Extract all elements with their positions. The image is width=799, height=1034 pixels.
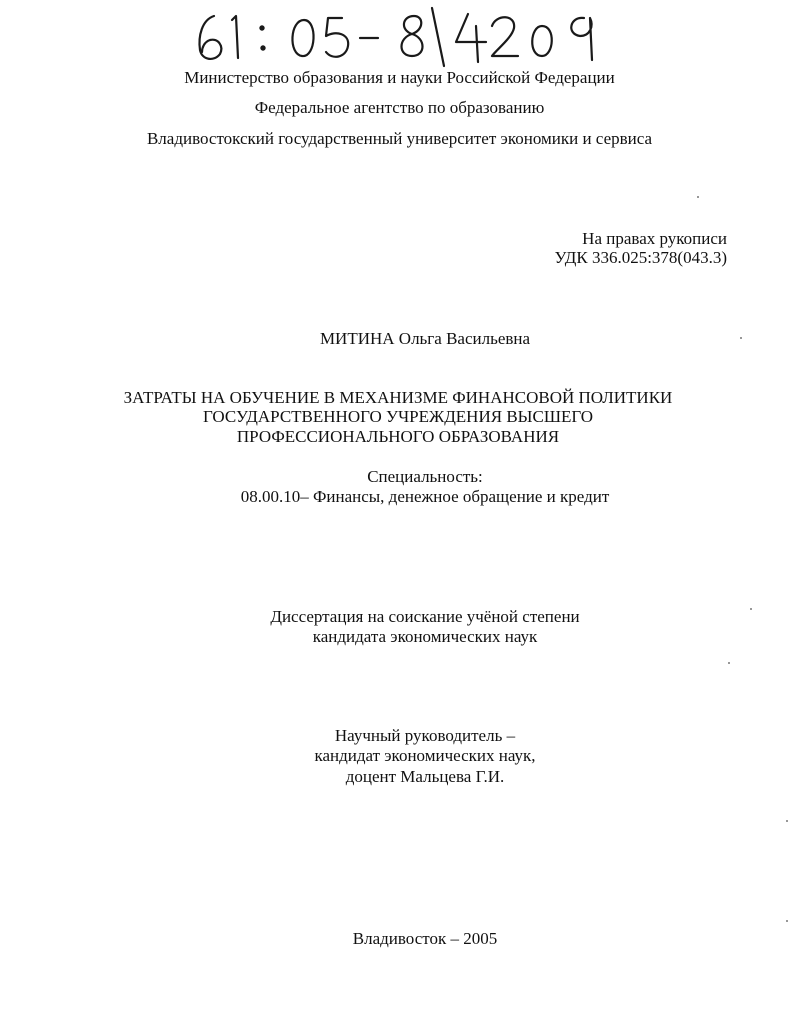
scan-speck xyxy=(750,608,752,610)
scan-speck xyxy=(697,196,699,198)
scan-speck xyxy=(740,337,742,339)
dissertation-title-line-1: ЗАТРАТЫ НА ОБУЧЕНИЕ В МЕХАНИЗМЕ ФИНАНСОВОЙ ПОЛИТИКИ xyxy=(123,388,673,407)
handwritten-archive-code xyxy=(192,6,622,70)
specialty-value: 08.00.10– Финансы, денежное обращение и кредит xyxy=(240,487,610,506)
scan-speck xyxy=(786,820,788,822)
supervisor-line-2: кандидат экономических наук, xyxy=(314,746,536,765)
dissertation-title-line-3: ПРОФЕССИОНАЛЬНОГО ОБРАЗОВАНИЯ xyxy=(236,427,560,446)
supervisor-line-3: доцент Мальцева Г.И. xyxy=(345,767,505,786)
agency-name: Федеральное агентство по образованию xyxy=(254,98,545,117)
specialty-label: Специальность: xyxy=(367,467,483,486)
degree-line-1: Диссертация на соискание учёной степени xyxy=(270,607,580,626)
ministry-name: Министерство образования и науки Российской Федерации xyxy=(184,68,615,87)
author-name: МИТИНА Ольга Васильевна xyxy=(319,329,531,348)
handwritten-code-drawing xyxy=(192,6,622,70)
udk-code: УДК 336.025:378(043.3) xyxy=(554,248,727,267)
scan-speck xyxy=(786,920,788,922)
scan-speck xyxy=(728,662,730,664)
university-name: Владивостокский государственный университет экономики и сервиса xyxy=(146,129,653,148)
supervisor-line-1: Научный руководитель – xyxy=(334,726,516,745)
dissertation-title-line-2: ГОСУДАРСТВЕННОГО УЧРЕЖДЕНИЯ ВЫСШЕГО xyxy=(202,407,594,426)
degree-line-2: кандидата экономических наук xyxy=(312,627,538,646)
city-year: Владивосток – 2005 xyxy=(352,929,498,948)
manuscript-rights: На правах рукописи xyxy=(582,229,727,248)
